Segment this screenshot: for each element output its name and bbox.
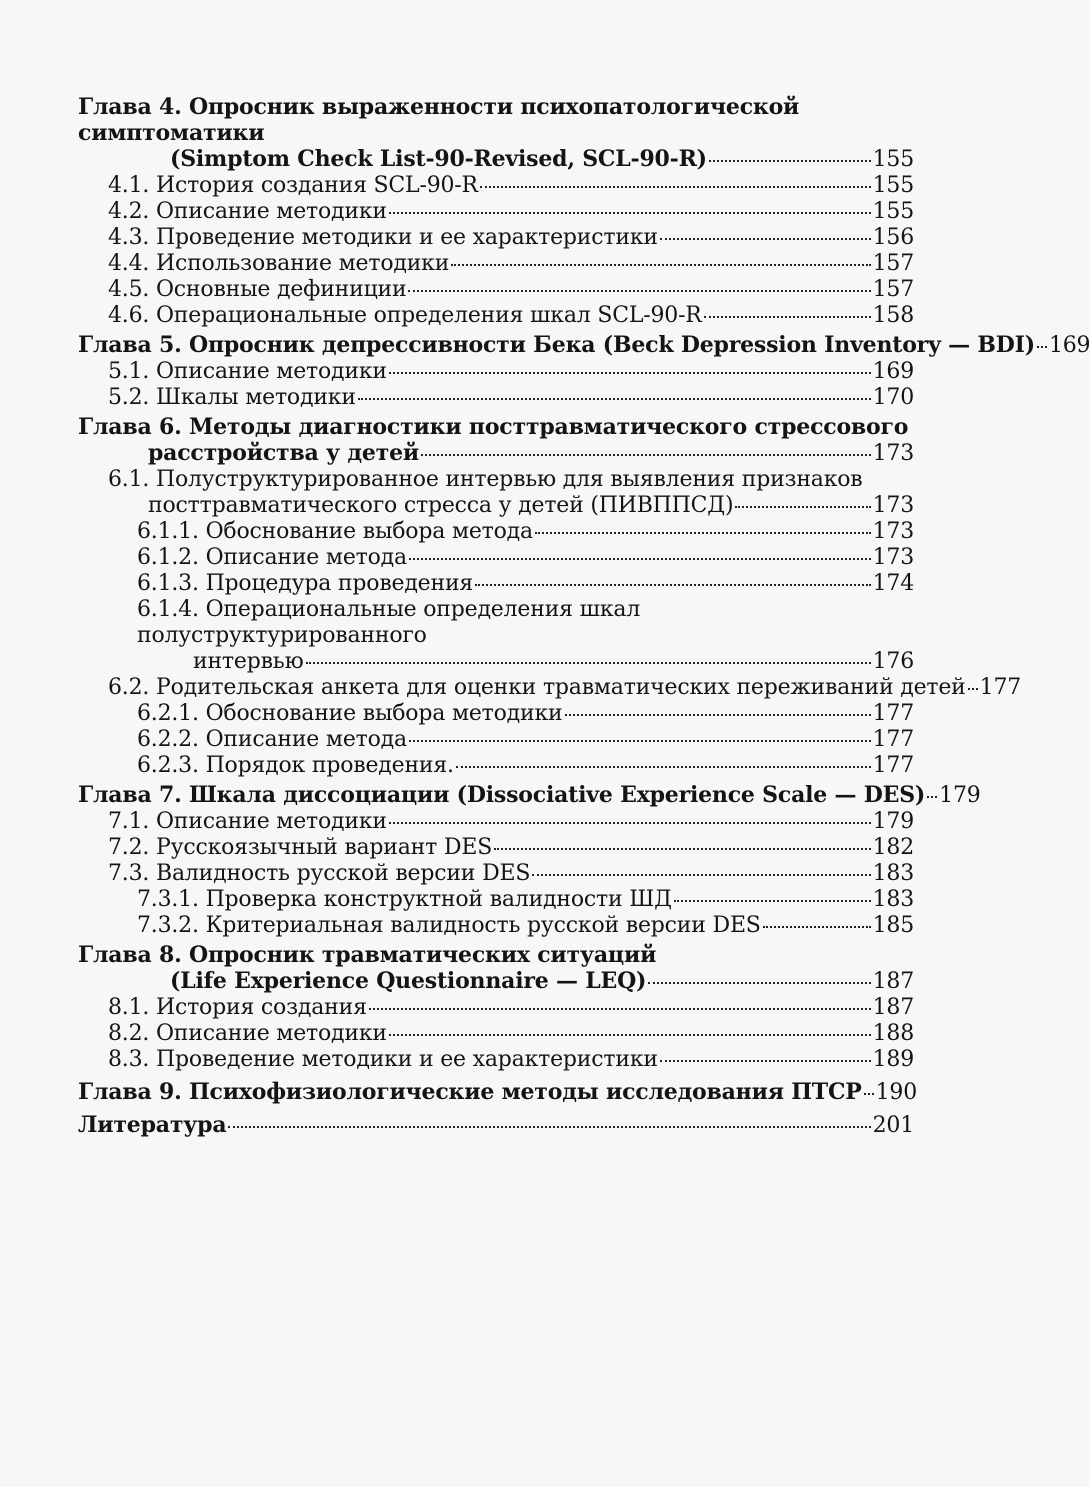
page-number: 157 bbox=[872, 251, 914, 276]
page-number: 177 bbox=[872, 727, 914, 752]
page-number: 183 bbox=[872, 887, 914, 912]
subsection-title: 6.1.1. Обоснование выбора метода bbox=[137, 519, 533, 544]
dot-leader bbox=[674, 900, 871, 902]
dot-leader bbox=[1037, 346, 1047, 348]
toc-subsection-6-1-3[interactable] bbox=[78, 571, 914, 597]
page-number: 187 bbox=[872, 995, 914, 1020]
page-number: 173 bbox=[872, 493, 914, 518]
page-number: 179 bbox=[939, 783, 981, 808]
subsection-title: 6.1.3. Процедура проведения bbox=[137, 571, 474, 596]
toc-section-4-2[interactable] bbox=[78, 199, 914, 225]
chapter-title-line1: Глава 4. Опросник выраженности психопатологической симптоматики bbox=[78, 94, 800, 146]
page-number: 173 bbox=[872, 519, 914, 544]
section-title: 7.2. Русскоязычный вариант DES bbox=[108, 835, 493, 860]
dot-leader bbox=[648, 982, 870, 984]
dot-leader bbox=[704, 316, 871, 318]
toc-subsection-7-3-2[interactable] bbox=[78, 913, 914, 939]
chapter-title-line2: (Life Experience Questionnaire — LEQ) bbox=[170, 968, 647, 994]
dot-leader bbox=[535, 532, 871, 534]
toc-subsection-7-3-1[interactable] bbox=[78, 887, 914, 913]
section-title: 8.1. История создания bbox=[108, 995, 367, 1020]
section-title: 7.3. Валидность русской версии DES bbox=[108, 861, 531, 886]
toc-chapter-9[interactable] bbox=[78, 1079, 918, 1106]
page-number: 201 bbox=[872, 1113, 914, 1138]
page-number: 174 bbox=[872, 571, 914, 596]
toc-section-4-5[interactable] bbox=[78, 277, 914, 303]
page-number: 183 bbox=[872, 861, 914, 886]
toc-chapter-4[interactable] bbox=[78, 94, 914, 173]
dot-leader bbox=[968, 688, 978, 690]
dot-leader bbox=[451, 264, 870, 266]
section-title: 4.1. История создания SCL-90-R bbox=[108, 173, 478, 198]
dot-leader bbox=[369, 1008, 871, 1010]
section-title: 7.1. Описание методики bbox=[108, 809, 387, 834]
subsection-title-line2: интервью bbox=[193, 649, 304, 674]
section-title: 4.5. Основные дефиниции bbox=[108, 277, 407, 302]
page-number: 173 bbox=[872, 441, 914, 466]
toc-chapter-8[interactable] bbox=[78, 942, 914, 995]
dot-leader bbox=[660, 238, 871, 240]
chapter-title-line2: расстройства у детей bbox=[148, 440, 420, 466]
dot-leader bbox=[494, 848, 871, 850]
dot-leader bbox=[389, 372, 871, 374]
toc-subsection-6-2-1[interactable] bbox=[78, 701, 914, 727]
section-title: 8.2. Описание методики bbox=[108, 1021, 387, 1046]
dot-leader bbox=[735, 506, 870, 508]
dot-leader bbox=[456, 766, 871, 768]
section-title: 8.3. Проведение методики и ее характеристики bbox=[108, 1047, 658, 1072]
subsection-title: 6.2.1. Обоснование выбора методики bbox=[137, 701, 563, 726]
toc-subsection-6-2-3[interactable] bbox=[78, 753, 914, 779]
toc-subsection-6-1-2[interactable] bbox=[78, 545, 914, 571]
subsection-title: 6.1.2. Описание метода bbox=[137, 545, 407, 570]
toc-chapter-5[interactable] bbox=[78, 332, 1090, 359]
subsection-title: 6.2.3. Порядок проведения. bbox=[137, 753, 454, 778]
page-number: 185 bbox=[872, 913, 914, 938]
toc-section-7-1[interactable] bbox=[78, 809, 914, 835]
dot-leader bbox=[358, 398, 871, 400]
dot-leader bbox=[709, 160, 871, 162]
section-title: 6.2. Родительская анкета для оценки травматических переживаний детей bbox=[108, 675, 966, 700]
toc-section-8-2[interactable] bbox=[78, 1021, 914, 1047]
page-number: 169 bbox=[872, 359, 914, 384]
page-number: 156 bbox=[872, 225, 914, 250]
page-number: 190 bbox=[875, 1080, 918, 1105]
page-number: 177 bbox=[979, 675, 1022, 700]
toc-subsection-6-2-2[interactable] bbox=[78, 727, 914, 753]
page-number: 157 bbox=[872, 277, 914, 302]
section-title: 4.2. Описание методики bbox=[108, 199, 387, 224]
section-title-line1: 6.1. Полуструктурированное интервью для выявления признаков bbox=[108, 467, 863, 492]
dot-leader bbox=[408, 290, 870, 292]
dot-leader bbox=[532, 874, 870, 876]
page-number: 169 bbox=[1048, 333, 1090, 358]
chapter-title: Глава 5. Опросник депрессивности Бека (Beck Depression Inventory — BDI) bbox=[78, 332, 1035, 358]
toc-subsection-6-1-1[interactable] bbox=[78, 519, 914, 545]
page-number: 176 bbox=[872, 649, 914, 674]
section-title: 4.4. Использование методики bbox=[108, 251, 450, 276]
toc-section-6-1[interactable] bbox=[78, 467, 914, 519]
section-title: 4.3. Проведение методики и ее характеристики bbox=[108, 225, 658, 250]
subsection-title: 7.3.1. Проверка конструктной валидности ШД bbox=[137, 887, 672, 912]
dot-leader bbox=[389, 1034, 871, 1036]
page-number: 189 bbox=[872, 1047, 914, 1072]
toc-section-8-3[interactable] bbox=[78, 1047, 914, 1073]
page-number: 182 bbox=[872, 835, 914, 860]
section-title: 5.2. Шкалы методики bbox=[108, 385, 356, 410]
toc-section-4-1[interactable] bbox=[78, 173, 914, 199]
page-number: 170 bbox=[872, 385, 914, 410]
dot-leader bbox=[480, 186, 871, 188]
table-of-contents bbox=[78, 94, 1090, 1139]
toc-section-4-3[interactable] bbox=[78, 225, 914, 251]
dot-leader bbox=[389, 212, 871, 214]
chapter-title: Глава 7. Шкала диссоциации (Dissociative Experience Scale — DES) bbox=[78, 782, 926, 808]
dot-leader bbox=[228, 1126, 870, 1128]
page-number: 155 bbox=[872, 147, 914, 172]
dot-leader bbox=[306, 662, 871, 664]
page-number: 158 bbox=[872, 303, 914, 328]
section-title: 4.6. Операциональные определения шкал SCL-90-R bbox=[108, 303, 702, 328]
dot-leader bbox=[409, 558, 871, 560]
toc-section-6-2[interactable] bbox=[78, 675, 1022, 701]
dot-leader bbox=[421, 454, 871, 456]
dot-leader bbox=[660, 1060, 871, 1062]
toc-section-8-1[interactable] bbox=[78, 995, 914, 1021]
section-title: 5.1. Описание методики bbox=[108, 359, 387, 384]
literature-title: Литература bbox=[78, 1112, 227, 1138]
dot-leader bbox=[389, 822, 871, 824]
subsection-title: 7.3.2. Критериальная валидность русской версии DES bbox=[137, 913, 761, 938]
page-number: 155 bbox=[872, 199, 914, 224]
toc-section-7-2[interactable] bbox=[78, 835, 914, 861]
page-number: 179 bbox=[872, 809, 914, 834]
toc-chapter-6[interactable] bbox=[78, 414, 914, 467]
dot-leader bbox=[409, 740, 871, 742]
toc-literature[interactable] bbox=[78, 1112, 914, 1139]
chapter-title-line1: Глава 6. Методы диагностики посттравматического стрессового bbox=[78, 414, 909, 440]
page-number: 187 bbox=[872, 969, 914, 994]
toc-section-4-6[interactable] bbox=[78, 303, 914, 329]
toc-section-5-1[interactable] bbox=[78, 359, 914, 385]
chapter-title-line2: (Simptom Check List-90-Revised, SCL-90-R) bbox=[170, 146, 707, 172]
subsection-title: 6.2.2. Описание метода bbox=[137, 727, 407, 752]
section-title-line2: посттравматического стресса у детей (ПИВППСД) bbox=[148, 493, 734, 518]
page-number: 155 bbox=[872, 173, 914, 198]
dot-leader bbox=[763, 926, 871, 928]
chapter-title: Глава 9. Психофизиологические методы исследования ПТСР bbox=[78, 1079, 862, 1105]
toc-section-7-3[interactable] bbox=[78, 861, 914, 887]
toc-chapter-7[interactable] bbox=[78, 782, 981, 809]
page-number: 188 bbox=[872, 1021, 914, 1046]
page-number: 177 bbox=[872, 701, 914, 726]
page-number: 177 bbox=[872, 753, 914, 778]
subsection-title-line1: 6.1.4. Операциональные определения шкал полуструктурированного bbox=[137, 597, 641, 648]
dot-leader bbox=[475, 584, 870, 586]
dot-leader bbox=[864, 1093, 874, 1095]
toc-section-5-2[interactable] bbox=[78, 385, 914, 411]
dot-leader bbox=[927, 796, 937, 798]
toc-subsection-6-1-4[interactable] bbox=[78, 597, 914, 675]
dot-leader bbox=[565, 714, 871, 716]
toc-section-4-4[interactable] bbox=[78, 251, 914, 277]
chapter-title-line1: Глава 8. Опросник травматических ситуаций bbox=[78, 942, 657, 968]
page-number: 173 bbox=[872, 545, 914, 570]
